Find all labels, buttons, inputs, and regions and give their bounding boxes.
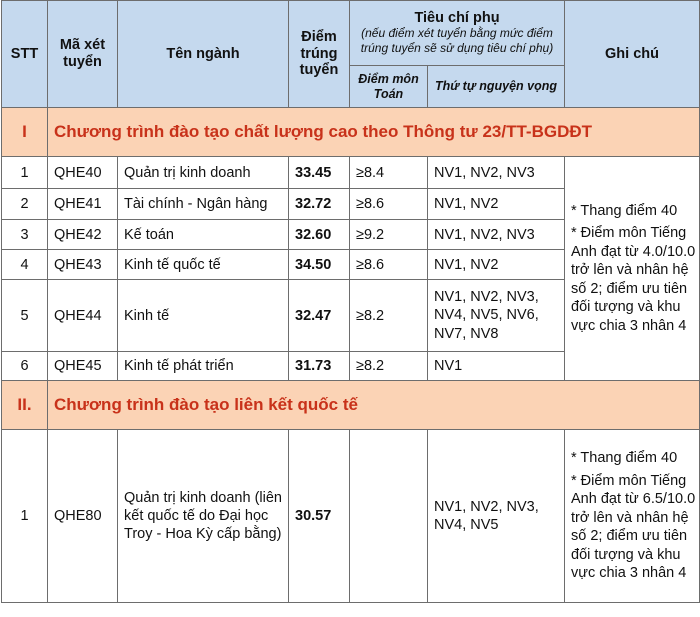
row-math: ≥8.2 <box>350 280 428 352</box>
row-score: 31.73 <box>289 352 350 381</box>
row-math: ≥8.6 <box>350 189 428 220</box>
row-stt: 1 <box>2 157 48 189</box>
header-tieu-chi-phu-note: (nếu điểm xét tuyển bằng mức điểm trúng tuyển sẽ sử dụng tiêu chí phụ) <box>360 26 554 56</box>
header-ghi-chu: Ghi chú <box>565 1 700 108</box>
row-code: QHE44 <box>48 280 118 352</box>
row-name: Tài chính - Ngân hàng <box>118 189 289 220</box>
note-scale: * Thang điểm 40 <box>571 202 678 219</box>
row-nv: NV1 <box>428 352 565 381</box>
table-row <box>2 157 700 189</box>
row-nv: NV1, NV2, NV3, NV4, NV5, NV6, NV7, NV8 <box>428 280 565 352</box>
table-row <box>2 430 700 603</box>
header-thu-tu-nguyen-vong: Thứ tự nguyện vọng <box>428 66 565 108</box>
row-code: QHE80 <box>48 430 118 603</box>
row-stt: 1 <box>2 430 48 603</box>
row-code: QHE41 <box>48 189 118 220</box>
row-name: Quản trị kinh doanh (liên kết quốc tế do Đại học Troy - Hoa Kỳ cấp bằng) <box>118 430 289 603</box>
row-stt: 3 <box>2 220 48 250</box>
row-score: 32.47 <box>289 280 350 352</box>
row-code: QHE45 <box>48 352 118 381</box>
row-name: Kinh tế phát triển <box>118 352 289 381</box>
row-math: ≥8.6 <box>350 250 428 280</box>
row-stt: 4 <box>2 250 48 280</box>
row-score: 30.57 <box>289 430 350 603</box>
table-header <box>2 1 700 108</box>
admission-score-table <box>1 0 700 603</box>
note-english: * Điểm môn Tiếng Anh đạt từ 4.0/10.0 trở lên và nhân hệ số 2; điểm ưu tiên đối tượng và khu vực chia 3 nhân 4 <box>571 225 696 334</box>
header-diem-trung-tuyen: Điểm trúng tuyển <box>289 1 350 108</box>
header-tieu-chi-phu <box>350 1 565 66</box>
section-title: Chương trình đào tạo chất lượng cao theo Thông tư 23/TT-BGDĐT <box>48 108 700 157</box>
row-math: ≥8.4 <box>350 157 428 189</box>
row-stt: 5 <box>2 280 48 352</box>
table-body <box>2 108 700 603</box>
row-score: 33.45 <box>289 157 350 189</box>
row-nv: NV1, NV2, NV3 <box>428 220 565 250</box>
row-nv: NV1, NV2 <box>428 250 565 280</box>
row-name: Kinh tế <box>118 280 289 352</box>
row-code: QHE40 <box>48 157 118 189</box>
row-math <box>350 430 428 603</box>
section-note <box>565 157 700 381</box>
header-ten-nganh: Tên ngành <box>118 1 289 108</box>
row-stt: 2 <box>2 189 48 220</box>
row-name: Quản trị kinh doanh <box>118 157 289 189</box>
section-note <box>565 430 700 603</box>
header-tieu-chi-phu-title: Tiêu chí phụ <box>414 9 500 26</box>
row-score: 34.50 <box>289 250 350 280</box>
section-header <box>2 381 700 430</box>
section-title: Chương trình đào tạo liên kết quốc tế <box>48 381 700 430</box>
section-number: I <box>2 108 48 157</box>
row-code: QHE42 <box>48 220 118 250</box>
row-code: QHE43 <box>48 250 118 280</box>
row-nv: NV1, NV2, NV3, NV4, NV5 <box>428 430 565 603</box>
row-name: Kế toán <box>118 220 289 250</box>
section-header <box>2 108 700 157</box>
header-ma-xet-tuyen: Mã xét tuyển <box>48 1 118 108</box>
note-english: * Điểm môn Tiếng Anh đạt từ 6.5/10.0 trở lên và nhân hệ số 2; điểm ưu tiên đối tượng và khu vực chia 3 nhân 4 <box>571 472 696 582</box>
row-name: Kinh tế quốc tế <box>118 250 289 280</box>
row-nv: NV1, NV2, NV3 <box>428 157 565 189</box>
row-nv: NV1, NV2 <box>428 189 565 220</box>
row-score: 32.60 <box>289 220 350 250</box>
row-math: ≥8.2 <box>350 352 428 381</box>
header-stt: STT <box>2 1 48 108</box>
header-diem-mon-toan: Điểm môn Toán <box>350 66 428 108</box>
row-math: ≥9.2 <box>350 220 428 250</box>
section-number: II. <box>2 381 48 430</box>
note-scale: * Thang điểm 40 <box>571 450 678 467</box>
row-score: 32.72 <box>289 189 350 220</box>
row-stt: 6 <box>2 352 48 381</box>
